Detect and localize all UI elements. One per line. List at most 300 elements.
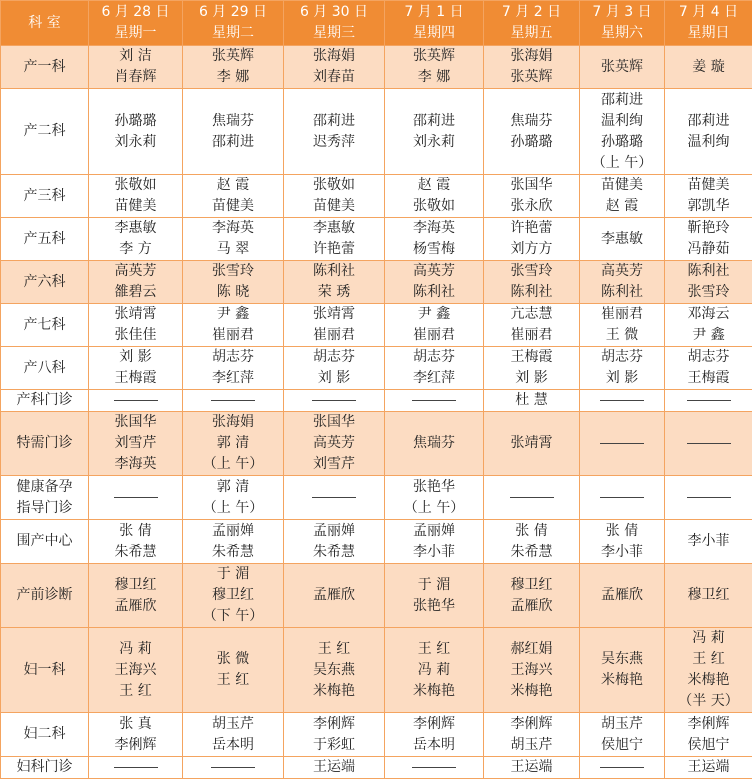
day-weekday: 星期一 [91,23,180,44]
staff-name: 米梅艳 [387,681,481,702]
staff-name: 陈利社 [667,261,750,282]
department-cell [1,347,89,390]
staff-name: 王海兴 [486,660,577,681]
staff-name: 邵莉进 [667,111,750,132]
staff-name: 崔丽君 [387,325,481,346]
duty-cell [580,261,665,304]
staff-name: 陈利社 [582,282,662,303]
staff-name: 亢志慧 [486,304,577,325]
staff-name: 张海娟 [185,412,281,433]
department-name: 产科门诊 [3,390,86,411]
staff-name: 雒碧云 [91,282,180,303]
duty-cell [284,412,385,476]
duty-cell [580,390,665,412]
staff-name: 王运端 [667,757,750,778]
staff-name: 温利绚 [582,111,662,132]
staff-name: 李惠敏 [91,218,180,239]
duty-cell [665,520,752,564]
staff-name: 米梅艳 [667,670,750,691]
table-row [1,46,752,89]
staff-name: 杜 慧 [486,390,577,411]
duty-cell [284,46,385,89]
duty-cell [665,412,752,476]
staff-name: 王 红 [185,670,281,691]
staff-name: 邵莉进 [387,111,481,132]
staff-name: （下 午） [185,606,281,627]
department-cell [1,412,89,476]
staff-name: 孟丽婵 [286,521,382,542]
duty-cell [580,757,665,779]
staff-name: 李 娜 [387,67,481,88]
department-cell [1,757,89,779]
staff-name: 米梅艳 [486,681,577,702]
duty-cell [89,713,183,757]
duty-cell [183,628,284,713]
staff-name: 尹 鑫 [387,304,481,325]
staff-name: 张靖霄 [91,304,180,325]
department-name: 妇科门诊 [3,757,86,778]
department-cell [1,304,89,347]
staff-name: 靳艳玲 [667,218,750,239]
staff-name: 王梅霞 [486,347,577,368]
duty-cell [89,476,183,520]
duty-cell [665,757,752,779]
duty-cell [284,218,385,261]
duty-cell [665,261,752,304]
staff-name: 张英辉 [582,57,662,78]
staff-name: 张国华 [286,412,382,433]
duty-cell [183,520,284,564]
staff-name: 朱希慧 [486,542,577,563]
duty-cell [385,564,484,628]
staff-name: 王运端 [486,757,577,778]
staff-name: 张敬如 [387,196,481,217]
duty-cell [580,347,665,390]
duty-cell [183,261,284,304]
staff-name: 郭 清 [185,477,281,498]
staff-name: 张佳佳 [91,325,180,346]
staff-name: 李海英 [387,218,481,239]
staff-name: 尹 鑫 [667,325,750,346]
day-date: 6 月 30 日 [286,2,382,23]
duty-cell [385,261,484,304]
staff-name: 张 倩 [91,521,180,542]
duty-cell [89,412,183,476]
day-weekday: 星期六 [582,23,662,44]
staff-name: 崔丽君 [582,304,662,325]
staff-name: 张英辉 [185,46,281,67]
staff-name: （上 午） [582,153,662,174]
duty-cell [484,89,580,175]
duty-cell [89,304,183,347]
department-name: 妇二科 [3,724,86,745]
staff-name: （上 午） [185,498,281,519]
staff-name: 王 微 [582,325,662,346]
staff-name: 张 真 [91,714,180,735]
department-name: 健康备孕 [3,477,86,498]
staff-name: 李 方 [91,239,180,260]
staff-name: 焦瑞芬 [185,111,281,132]
staff-name: 邵莉进 [286,111,382,132]
staff-name: 苗健美 [185,196,281,217]
duty-cell [665,390,752,412]
duty-cell [183,175,284,218]
duty-cell [385,89,484,175]
no-duty-dash [91,757,180,778]
staff-name: 郭 清 [185,433,281,454]
duty-cell [89,564,183,628]
duty-cell [183,713,284,757]
duty-cell [183,304,284,347]
staff-name: 焦瑞芬 [387,433,481,454]
department-name: 特需门诊 [3,433,86,454]
no-duty-dash [582,487,662,508]
duty-cell [183,390,284,412]
staff-name: 赵 霞 [185,175,281,196]
department-name: 产八科 [3,358,86,379]
duty-cell [665,564,752,628]
staff-name: 张海娟 [286,46,382,67]
table-row [1,304,752,347]
staff-name: （上 午） [387,498,481,519]
no-duty-dash [582,757,662,778]
table-row [1,347,752,390]
day-weekday: 星期二 [185,23,281,44]
staff-name: 高英芳 [91,261,180,282]
duty-cell [385,476,484,520]
duty-cell [385,218,484,261]
staff-name: 王运端 [286,757,382,778]
staff-name: 冯 莉 [667,628,750,649]
staff-name: （上 午） [185,454,281,475]
staff-name: 胡玉芹 [582,714,662,735]
day-weekday: 星期三 [286,23,382,44]
table-row [1,218,752,261]
duty-cell [580,628,665,713]
staff-name: 王梅霞 [667,368,750,389]
department-cell [1,713,89,757]
duty-cell [484,304,580,347]
table-row [1,390,752,412]
duty-cell [284,520,385,564]
staff-name: 于 湄 [387,575,481,596]
staff-name: 杨雪梅 [387,239,481,260]
duty-cell [385,757,484,779]
table-row [1,628,752,713]
department-cell [1,46,89,89]
duty-cell [665,89,752,175]
duty-cell [89,218,183,261]
staff-name: 许艳蕾 [286,239,382,260]
staff-name: 胡志芬 [582,347,662,368]
day-header [665,1,752,46]
department-cell [1,261,89,304]
duty-cell [385,175,484,218]
duty-cell [665,46,752,89]
day-date: 6 月 28 日 [91,2,180,23]
staff-name: 胡志芬 [387,347,481,368]
staff-name: 张靖霄 [286,304,382,325]
table-row [1,564,752,628]
duty-cell [284,476,385,520]
duty-cell [484,476,580,520]
duty-cell [183,564,284,628]
staff-name: 李海英 [185,218,281,239]
duty-cell [484,713,580,757]
table-row [1,476,752,520]
staff-name: 王海兴 [91,660,180,681]
department-header: 科 室 [1,1,89,46]
staff-name: 李 娜 [185,67,281,88]
staff-name: 张永欣 [486,196,577,217]
staff-name: 刘 洁 [91,46,180,67]
staff-name: 胡志芬 [286,347,382,368]
staff-name: 刘方方 [486,239,577,260]
staff-name: 李惠敏 [582,229,662,250]
department-cell [1,89,89,175]
staff-name: 陈利社 [486,282,577,303]
staff-name: 于彩虹 [286,735,382,756]
schedule-body [1,46,752,779]
staff-name: 李红萍 [185,368,281,389]
staff-name: 刘 影 [91,347,180,368]
staff-name: 岳本明 [185,735,281,756]
staff-name: 孟雁欣 [91,596,180,617]
table-row [1,757,752,779]
table-row [1,175,752,218]
staff-name: 穆卫红 [486,575,577,596]
table-row [1,89,752,175]
staff-name: 胡志芬 [185,347,281,368]
duty-cell [284,304,385,347]
table-row [1,261,752,304]
staff-name: 王 红 [286,639,382,660]
staff-name: 高英芳 [582,261,662,282]
no-duty-dash [185,757,281,778]
duty-cell [484,412,580,476]
staff-name: 李俐辉 [91,735,180,756]
duty-cell [665,476,752,520]
duty-cell [580,46,665,89]
duty-cell [580,304,665,347]
staff-name: 迟秀萍 [286,132,382,153]
staff-name: 李红萍 [387,368,481,389]
staff-name: 刘永莉 [387,132,481,153]
staff-name: 胡玉芹 [486,735,577,756]
staff-name: 赵 霞 [582,196,662,217]
duty-cell [284,261,385,304]
duty-cell [183,412,284,476]
duty-cell [89,628,183,713]
staff-name: 李小菲 [582,542,662,563]
staff-name: 张海娟 [486,46,577,67]
staff-name: 肖春辉 [91,67,180,88]
staff-name: 张 倩 [486,521,577,542]
staff-name: 胡志芬 [667,347,750,368]
day-header [580,1,665,46]
staff-name: 刘 影 [286,368,382,389]
duty-cell [89,520,183,564]
staff-name: 张国华 [91,412,180,433]
duty-cell [580,564,665,628]
duty-cell [484,628,580,713]
day-header [484,1,580,46]
department-name: 产前诊断 [3,585,86,606]
staff-name: 冯静茹 [667,239,750,260]
duty-cell [89,175,183,218]
duty-cell [385,304,484,347]
duty-cell [484,46,580,89]
no-duty-dash [582,390,662,411]
duty-cell [385,46,484,89]
duty-cell [284,713,385,757]
day-date: 6 月 29 日 [185,2,281,23]
staff-name: 李海英 [91,454,180,475]
duty-cell [665,218,752,261]
day-date: 7 月 3 日 [582,2,662,23]
staff-name: 尹 鑫 [185,304,281,325]
day-header [385,1,484,46]
staff-name: 温利绚 [667,132,750,153]
staff-name: 米梅艳 [286,681,382,702]
staff-name: 孙璐璐 [582,132,662,153]
duty-cell [89,390,183,412]
staff-name: 吴东燕 [286,660,382,681]
duty-cell [665,347,752,390]
table-row [1,713,752,757]
day-header [284,1,385,46]
staff-name: 高英芳 [286,433,382,454]
duty-cell [665,713,752,757]
duty-cell [484,175,580,218]
duty-cell [284,175,385,218]
day-weekday: 星期五 [486,23,577,44]
duty-cell [183,347,284,390]
staff-name: 刘雪芹 [286,454,382,475]
duty-cell [484,261,580,304]
duty-cell [284,757,385,779]
no-duty-dash [91,390,180,411]
department-name: 围产中心 [3,531,86,552]
department-name: 产六科 [3,272,86,293]
duty-cell [284,347,385,390]
staff-name: 张靖霄 [486,433,577,454]
no-duty-dash [91,487,180,508]
staff-name: 于 湄 [185,564,281,585]
staff-name: 高英芳 [387,261,481,282]
staff-name: 张敬如 [91,175,180,196]
duty-cell [665,628,752,713]
staff-name: 张英辉 [387,46,481,67]
duty-cell [385,347,484,390]
day-header [183,1,284,46]
staff-name: 崔丽君 [286,325,382,346]
staff-name: 苗健美 [91,196,180,217]
duty-cell [580,175,665,218]
duty-cell [284,564,385,628]
staff-name: 陈 晓 [185,282,281,303]
staff-name: 李俐辉 [486,714,577,735]
duty-cell [580,218,665,261]
staff-name: 李小菲 [667,531,750,552]
staff-name: 陈利社 [286,261,382,282]
day-header [89,1,183,46]
department-cell [1,218,89,261]
staff-name: 孟丽婵 [387,521,481,542]
staff-name: 张敬如 [286,175,382,196]
staff-name: 许艳蕾 [486,218,577,239]
duty-cell [183,89,284,175]
staff-name: 张雪玲 [667,282,750,303]
department-name: 产二科 [3,121,86,142]
department-name: 指导门诊 [3,498,86,519]
staff-name: 苗健美 [286,196,382,217]
duty-cell [284,89,385,175]
header-row [1,1,752,46]
staff-name: 刘 影 [582,368,662,389]
no-duty-dash [667,487,750,508]
staff-name: 李俐辉 [387,714,481,735]
staff-name: 穆卫红 [667,585,750,606]
staff-name: 朱希慧 [286,542,382,563]
duty-cell [183,757,284,779]
duty-cell [284,628,385,713]
staff-name: 孙璐璐 [91,111,180,132]
staff-name: （半 天） [667,691,750,712]
no-duty-dash [667,390,750,411]
department-cell [1,476,89,520]
department-cell [1,175,89,218]
staff-name: 侯旭宁 [582,735,662,756]
department-name: 产五科 [3,229,86,250]
no-duty-dash [286,390,382,411]
no-duty-dash [486,487,577,508]
staff-name: 张 倩 [582,521,662,542]
staff-name: 荣 琇 [286,282,382,303]
duty-cell [385,713,484,757]
staff-name: 焦瑞芬 [486,111,577,132]
duty-cell [89,46,183,89]
duty-cell [580,412,665,476]
staff-name: 赵 霞 [387,175,481,196]
department-cell [1,390,89,412]
staff-name: 刘春苗 [286,67,382,88]
duty-cell [385,628,484,713]
duty-cell [665,175,752,218]
staff-name: 岳本明 [387,735,481,756]
staff-name: 孟雁欣 [486,596,577,617]
duty-cell [183,476,284,520]
staff-name: 刘 影 [486,368,577,389]
staff-name: 穆卫红 [91,575,180,596]
duty-cell [385,412,484,476]
staff-name: 马 翠 [185,239,281,260]
staff-name: 郝红娟 [486,639,577,660]
staff-name: 陈利社 [387,282,481,303]
duty-cell [385,520,484,564]
staff-name: 孟雁欣 [582,585,662,606]
table-row [1,412,752,476]
staff-name: 胡玉芹 [185,714,281,735]
department-cell [1,520,89,564]
staff-name: 李俐辉 [286,714,382,735]
staff-name: 崔丽君 [486,325,577,346]
staff-name: 李惠敏 [286,218,382,239]
staff-name: 张 微 [185,649,281,670]
duty-cell [89,261,183,304]
no-duty-dash [286,487,382,508]
staff-name: 王 红 [387,639,481,660]
